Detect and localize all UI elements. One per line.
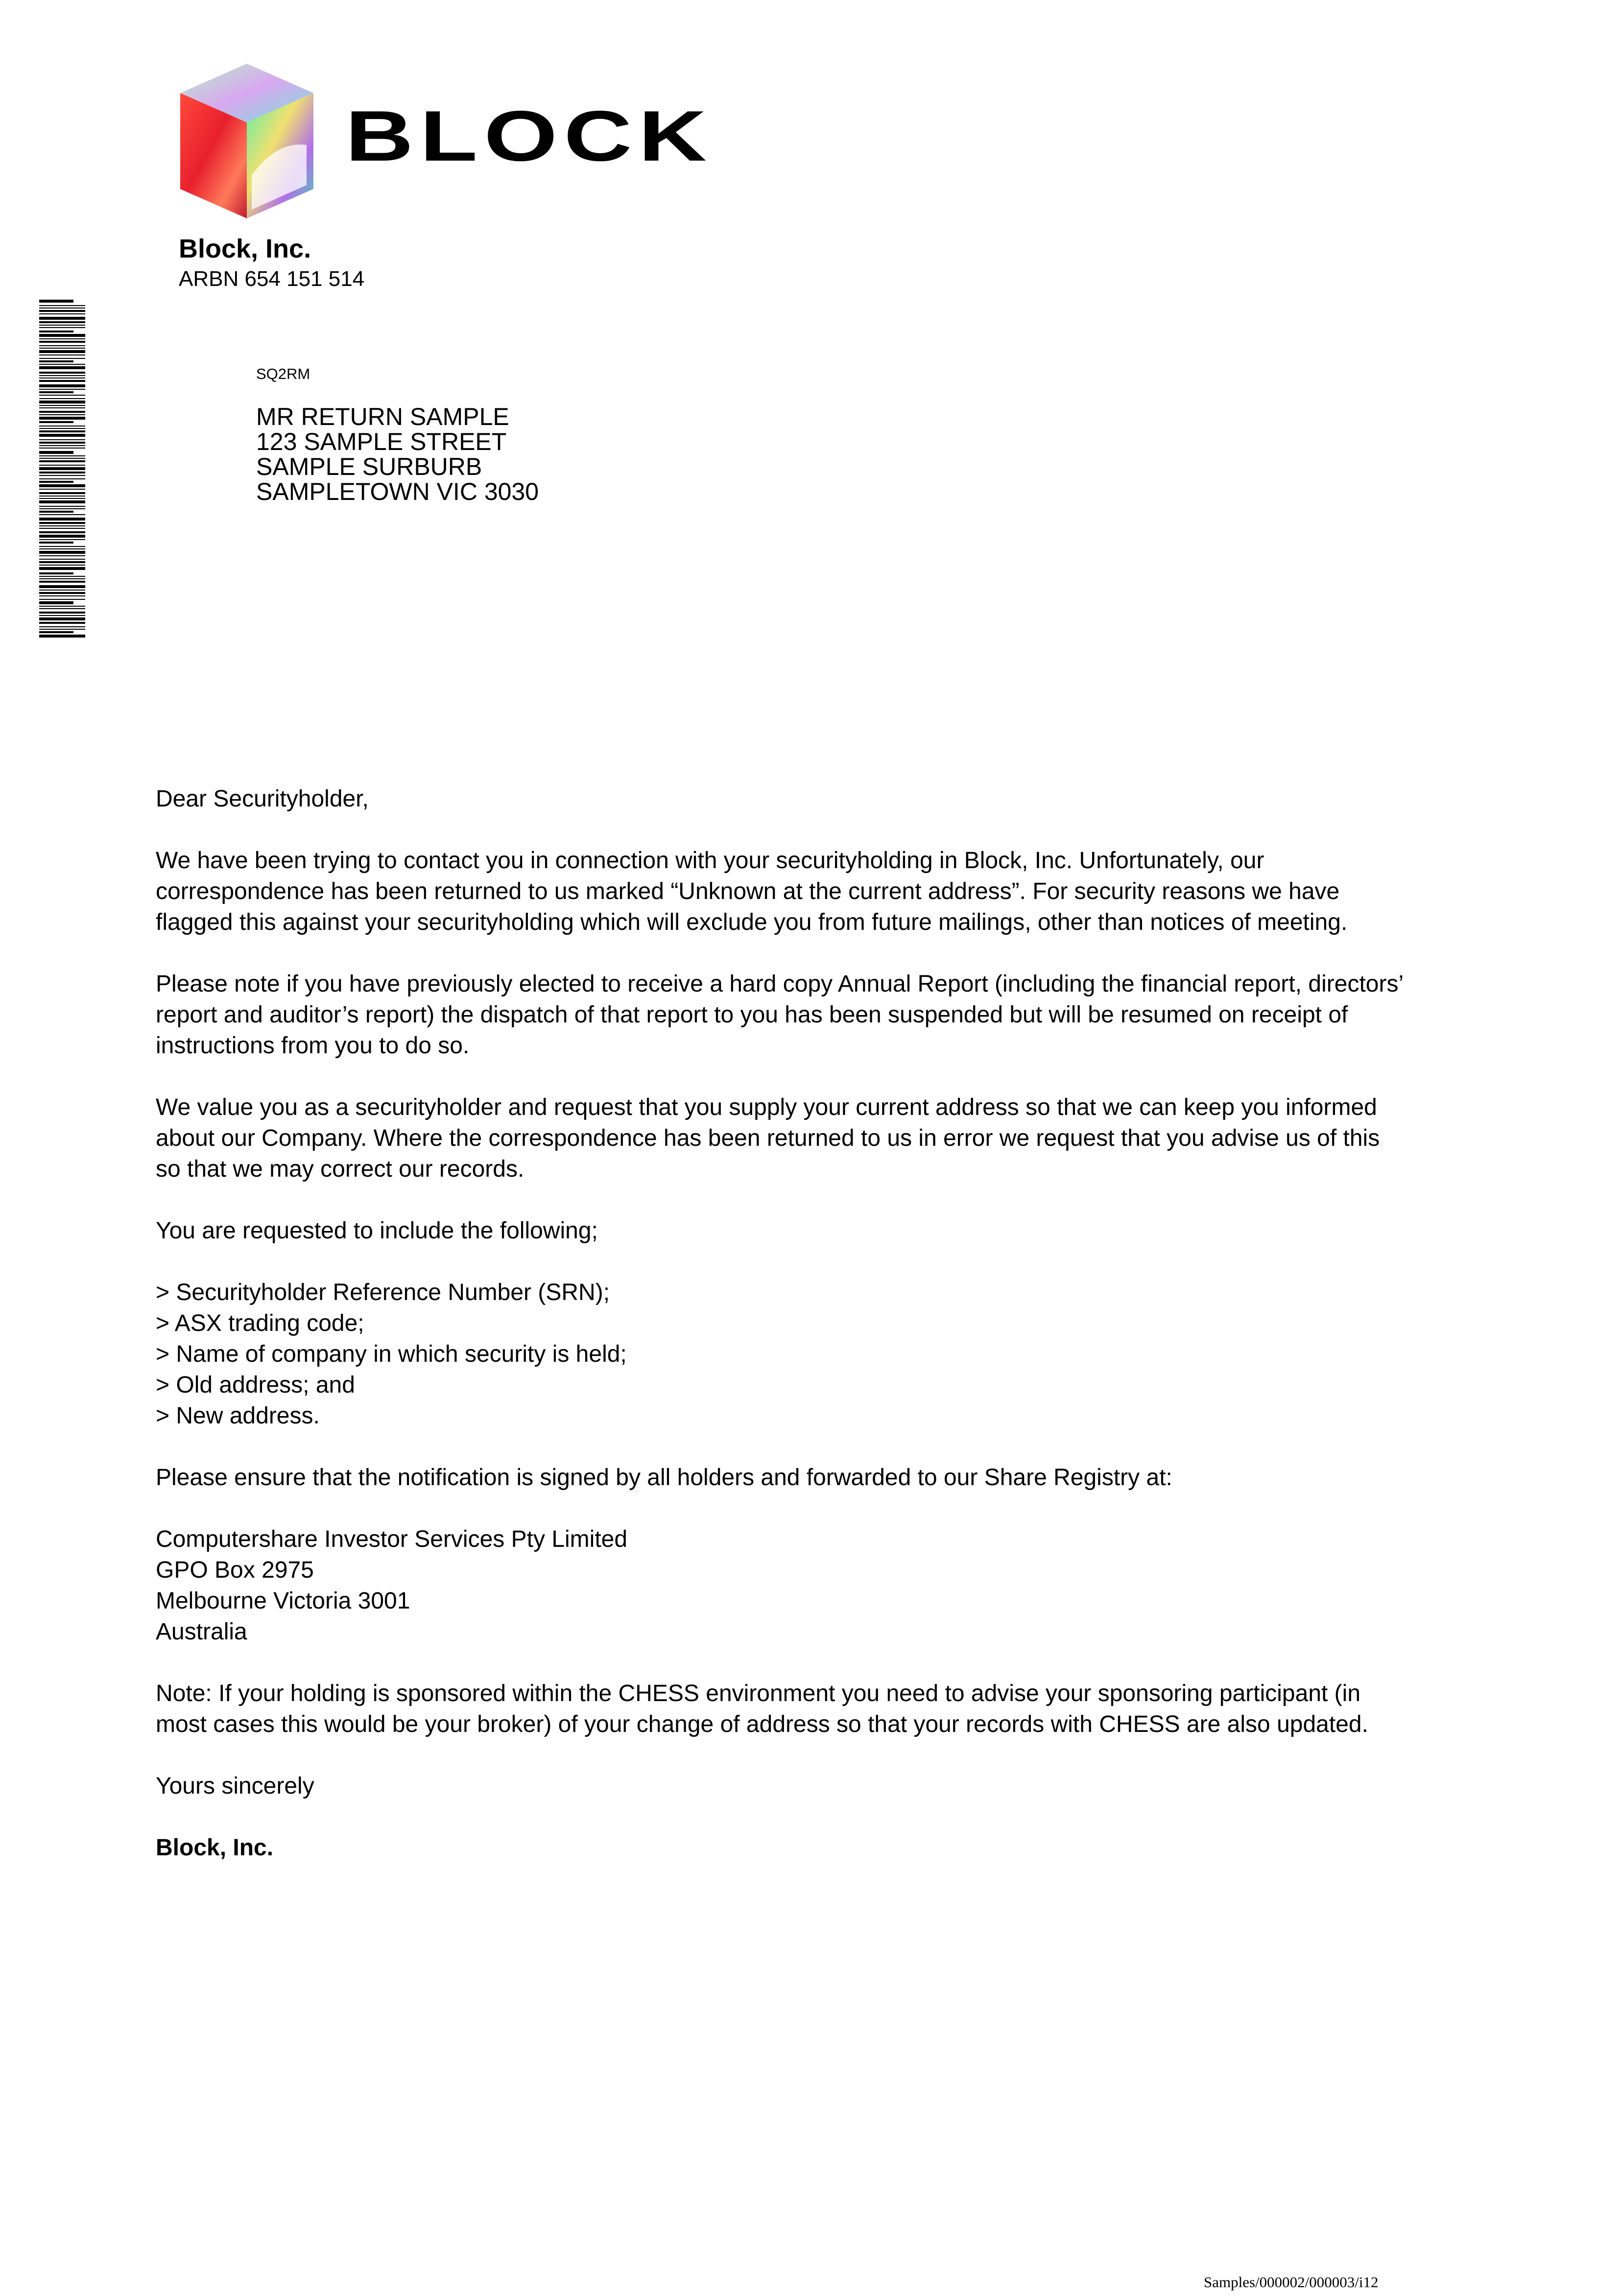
barcode-bar xyxy=(39,518,85,521)
barcode-bar xyxy=(39,331,73,332)
barcode-bar xyxy=(39,430,85,432)
barcode-bar xyxy=(39,601,73,604)
barcode-bar xyxy=(39,622,85,624)
barcode-bar xyxy=(39,325,85,326)
barcode-bar xyxy=(39,592,85,594)
barcode-bar xyxy=(39,310,85,312)
barcode-bar xyxy=(39,434,85,437)
barcode-bar xyxy=(39,559,85,560)
barcode-bar xyxy=(39,372,85,374)
postal-barcode xyxy=(39,300,85,638)
barcode-bar xyxy=(39,300,73,303)
barcode-bar xyxy=(39,360,73,362)
list-item: > Name of company in which security is held; xyxy=(156,1341,627,1367)
letter-body xyxy=(156,783,1483,1894)
barcode-bar xyxy=(39,417,85,420)
barcode-bar xyxy=(39,525,85,526)
barcode-bar xyxy=(39,338,85,339)
barcode-bar xyxy=(39,384,85,387)
barcode-bar xyxy=(39,506,85,507)
barcode-bar xyxy=(39,561,85,563)
list-item: > Securityholder Reference Number (SRN); xyxy=(156,1279,610,1305)
text-line: report and auditor’s report) the dispatch of that report to you has been suspended but will be resumed on receipt of xyxy=(156,1002,1348,1028)
barcode-bar xyxy=(39,581,85,583)
text-line: Note: If your holding is sponsored within the CHESS environment you need to advise your sponsoring participant (in xyxy=(156,1681,1361,1706)
text-line: so that we may correct our records. xyxy=(156,1156,524,1182)
barcode-bar xyxy=(39,398,85,399)
barcode-bar xyxy=(39,478,85,479)
paragraph-value xyxy=(156,1092,1483,1184)
barcode-bar xyxy=(39,590,85,591)
barcode-bar xyxy=(39,635,85,638)
barcode-bar xyxy=(39,555,85,556)
text-line: We value you as a securityholder and request that you supply your current address so that we can keep you informed xyxy=(156,1094,1377,1120)
barcode-bar xyxy=(39,542,73,544)
barcode-bar xyxy=(39,551,85,554)
registry-address xyxy=(156,1524,1483,1647)
barcode-bar xyxy=(39,606,85,607)
barcode-bar xyxy=(39,451,73,454)
block-logo-cube-icon xyxy=(178,63,315,219)
barcode-bar xyxy=(39,317,85,320)
barcode-bar xyxy=(39,414,85,415)
barcode-bar xyxy=(39,492,85,494)
paragraph-annual-report xyxy=(156,969,1483,1061)
barcode-bar xyxy=(39,460,85,462)
arbn-number: ARBN 654 151 514 xyxy=(179,267,365,291)
barcode-bar xyxy=(39,539,85,540)
signoff: Block, Inc. xyxy=(156,1835,274,1861)
address-line: MR RETURN SAMPLE xyxy=(256,403,509,430)
chess-note xyxy=(156,1678,1483,1740)
registry-line: GPO Box 2975 xyxy=(156,1557,314,1583)
barcode-bar xyxy=(39,428,85,429)
barcode-bar xyxy=(39,405,85,406)
barcode-bar xyxy=(39,578,85,579)
barcode-bar xyxy=(39,498,85,499)
barcode-bar xyxy=(39,348,85,349)
barcode-bar xyxy=(39,465,85,466)
registry-line: Computershare Investor Services Pty Limited xyxy=(156,1526,628,1552)
barcode-bar xyxy=(39,535,85,538)
barcode-bar xyxy=(39,439,85,440)
barcode-bar xyxy=(39,345,85,346)
barcode-bar xyxy=(39,608,85,609)
barcode-bar xyxy=(39,508,85,509)
barcode-bar xyxy=(39,445,85,446)
barcode-bar xyxy=(39,585,85,588)
barcode-bar xyxy=(39,389,85,390)
barcode-bar xyxy=(39,475,85,476)
barcode-bar xyxy=(39,572,73,574)
barcode-bar xyxy=(39,364,85,365)
barcode-bar xyxy=(39,358,85,359)
barcode-bar xyxy=(39,391,73,393)
text-line: flagged this against your securityholding which will exclude you from future mailings, other than notices of meeting. xyxy=(156,909,1348,935)
barcode-bar xyxy=(39,631,73,633)
barcode-bar xyxy=(39,305,85,306)
barcode-bar xyxy=(39,500,85,503)
address-line: SAMPLETOWN VIC 3030 xyxy=(256,478,539,505)
list-item: > New address. xyxy=(156,1403,320,1429)
closing: Yours sincerely xyxy=(156,1773,314,1799)
barcode-bar xyxy=(39,458,85,459)
text-line: You are requested to include the following; xyxy=(156,1218,598,1244)
barcode-bar xyxy=(39,546,85,547)
barcode-bar xyxy=(39,313,85,314)
list-item: > Old address; and xyxy=(156,1372,355,1398)
text-line: instructions from you to do so. xyxy=(156,1033,470,1059)
address-line: SAMPLE SURBURB xyxy=(256,453,482,480)
barcode-bar xyxy=(39,514,85,515)
barcode-bar xyxy=(39,321,85,323)
barcode-bar xyxy=(39,395,85,396)
paragraph-request xyxy=(156,1215,1483,1246)
barcode-bar xyxy=(39,407,85,408)
barcode-bar xyxy=(39,350,85,353)
barcode-bar xyxy=(39,401,85,403)
text-line: most cases this would be your broker) of your change of address so that your records with CHESS are also updated. xyxy=(156,1711,1368,1737)
barcode-bar xyxy=(39,484,85,487)
barcode-bar xyxy=(39,548,85,549)
barcode-bar xyxy=(39,489,85,490)
barcode-bar xyxy=(39,617,85,620)
barcode-bar xyxy=(39,411,85,413)
barcode-bar xyxy=(39,421,73,423)
barcode-bar xyxy=(39,334,85,337)
barcode-bar xyxy=(39,375,85,376)
text-line: We have been trying to contact you in connection with your securityholding in Block, Inc. Unfortunately, our xyxy=(156,848,1264,874)
barcode-bar xyxy=(39,595,85,596)
registry-line: Australia xyxy=(156,1619,247,1645)
barcode-bar xyxy=(39,455,85,456)
barcode-bar xyxy=(39,522,85,524)
barcode-bar xyxy=(39,511,73,513)
barcode-bar xyxy=(39,442,85,444)
barcode-bar xyxy=(39,599,85,600)
barcode-bar xyxy=(39,612,85,614)
instruction: Please ensure that the notification is signed by all holders and forwarded to our Share Registry at: xyxy=(156,1465,1172,1491)
paragraph-contact xyxy=(156,845,1483,938)
barcode-bar xyxy=(39,472,85,473)
block-wordmark: BLOCK xyxy=(345,96,714,176)
barcode-bar xyxy=(39,378,85,379)
barcode-bar xyxy=(39,467,85,470)
mail-code: SQ2RM xyxy=(256,365,310,382)
barcode-bar xyxy=(39,576,85,577)
requirements-list xyxy=(156,1277,1483,1431)
barcode-bar xyxy=(39,629,85,630)
barcode-bar xyxy=(39,448,85,449)
barcode-bar xyxy=(39,380,85,382)
registry-line: Melbourne Victoria 3001 xyxy=(156,1588,410,1614)
barcode-bar xyxy=(39,481,73,483)
barcode-bar xyxy=(39,528,85,529)
barcode-bar xyxy=(39,567,85,570)
barcode-bar xyxy=(39,626,85,627)
text-line: Please note if you have previously elected to receive a hard copy Annual Report (including the financial report, directors’ xyxy=(156,971,1404,997)
company-name: Block, Inc. xyxy=(179,234,311,263)
list-item: > ASX trading code; xyxy=(156,1310,364,1336)
salutation: Dear Securityholder, xyxy=(156,786,369,812)
address-line: 123 SAMPLE STREET xyxy=(256,428,507,455)
barcode-bar xyxy=(39,341,85,343)
barcode-bar xyxy=(39,615,85,616)
text-line: correspondence has been returned to us marked “Unknown at the current address”. For security reasons we have xyxy=(156,878,1340,904)
document-reference: Samples/000002/000003/i12 xyxy=(1204,2273,1379,2291)
barcode-bar xyxy=(39,565,85,566)
barcode-bar xyxy=(39,531,85,533)
barcode-bar xyxy=(39,327,85,328)
text-line: about our Company. Where the correspondence has been returned to us in error we request that you advise us of this xyxy=(156,1125,1380,1151)
barcode-bar xyxy=(39,366,85,369)
recipient-address xyxy=(256,404,539,504)
barcode-bar xyxy=(39,496,85,497)
